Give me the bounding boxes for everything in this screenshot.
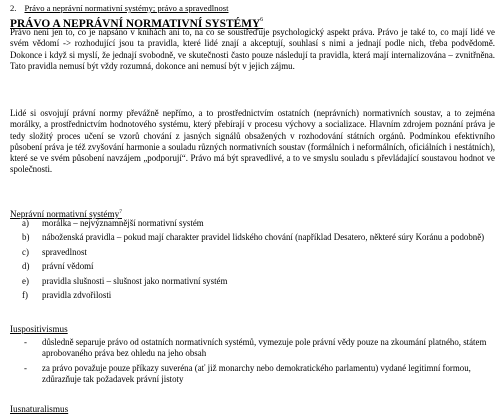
- paragraph-2: Lidé si osvojují právní normy převážně nepřímo, a to prostřednictvím ostatních (neprávních) normativních soustav, a to zejména morálky, a prostřednictvím hodnotového systému, který přebírají v procesu výchovy a socializace. Hlavním zdrojem poznání práva je tedy složitý proces učení se vzorů chování z jasných signálů obsažených v rozhodování státních orgánů. Podmínkou efektivního působení práva je též zvyšování harmonie a souladu různých normativních soustav (formálních i neformálních, oficiálních i nestátních), které se ve svém působení navzájem „podporují“. Právo má být spravedlivé, a to ve smyslu souladu s převládající soustavou hodnot ve společnosti.: [10, 108, 495, 175]
- list-marker: d): [22, 261, 30, 272]
- footnote-ref: 7: [119, 209, 122, 215]
- list-item: [24, 363, 494, 386]
- section-number: 2.: [10, 3, 17, 13]
- list-item: [22, 290, 492, 301]
- footnote-ref: 6: [260, 17, 264, 23]
- iuspositivismus-list: [24, 337, 494, 388]
- list-item: [22, 247, 492, 258]
- main-title-text: PRÁVO A NEPRÁVNÍ NORMATIVNÍ SYSTÉMY: [10, 18, 261, 30]
- list-marker: b): [22, 232, 30, 243]
- iusnaturalismus-heading: Iusnaturalismus: [10, 404, 69, 414]
- section-heading: [10, 3, 229, 13]
- list-item-text: pravidla slušnosti – slušnost jako normativní systém: [42, 275, 228, 286]
- list-item: [22, 276, 492, 287]
- list-item-text: spravedlnost: [42, 246, 87, 257]
- iuspositivismus-heading: Iuspositivismus: [10, 324, 68, 334]
- list-item: [24, 337, 494, 360]
- list-item-text: důsledně separuje právo od ostatních normativních systémů, vymezuje pole právní vědy pouze na zkoumání platného, státem aprobovaného práva bez ohledu na jeho obsah: [42, 337, 487, 359]
- list-item: [22, 232, 492, 243]
- list-marker: e): [22, 275, 29, 286]
- list-item-text: za právo považuje pouze příkazy suveréna (ať již monarchy nebo demokratického parlamentu) vydané legitimní formou, zdůrazňuje tak požadavek právní jistoty: [42, 362, 471, 384]
- nepravni-list: [22, 218, 492, 305]
- nepravni-heading-text: Neprávní normativní systémy: [10, 209, 120, 219]
- list-marker: -: [24, 337, 27, 347]
- list-item-text: náboženská pravidla – pokud mají charakter pravidel lidského chování (například Desatero, některé súry Koránu a podobně): [42, 232, 485, 243]
- list-item: [22, 261, 492, 272]
- list-item: [22, 218, 492, 229]
- section-title: Právo a neprávní normativní systémy; právo a spravedlnost: [24, 3, 229, 13]
- list-item-text: právní vědomí: [42, 261, 94, 272]
- list-item-text: morálka – nejvýznamnější normativní systém: [42, 218, 204, 228]
- list-marker: -: [24, 362, 27, 373]
- list-marker: c): [22, 246, 29, 257]
- list-item-text: pravidla zdvořilosti: [42, 290, 112, 301]
- paragraph-1: Právo není jen to, co je napsáno v knihách ani to, na co se soustřeďuje psychologický aspekt práva. Právo je také to, co mají lidé ve svém vědomí -> rozhodující jsou ta pravidla, které lidé znají a akceptují, souhlasí s nimi a jednají podle nich, třeba podvědomě. Dokonce i když si myslí, že jednají svobodně, ve skutečnosti často pouze následují ta pravidla, která mají internalizována – zvnitřněna. Tato pravidla nemusí být vždy rozumná, dokonce ani nemusí být v jejich zájmu.: [10, 27, 495, 71]
- list-marker: f): [22, 290, 28, 301]
- list-marker: a): [22, 218, 29, 228]
